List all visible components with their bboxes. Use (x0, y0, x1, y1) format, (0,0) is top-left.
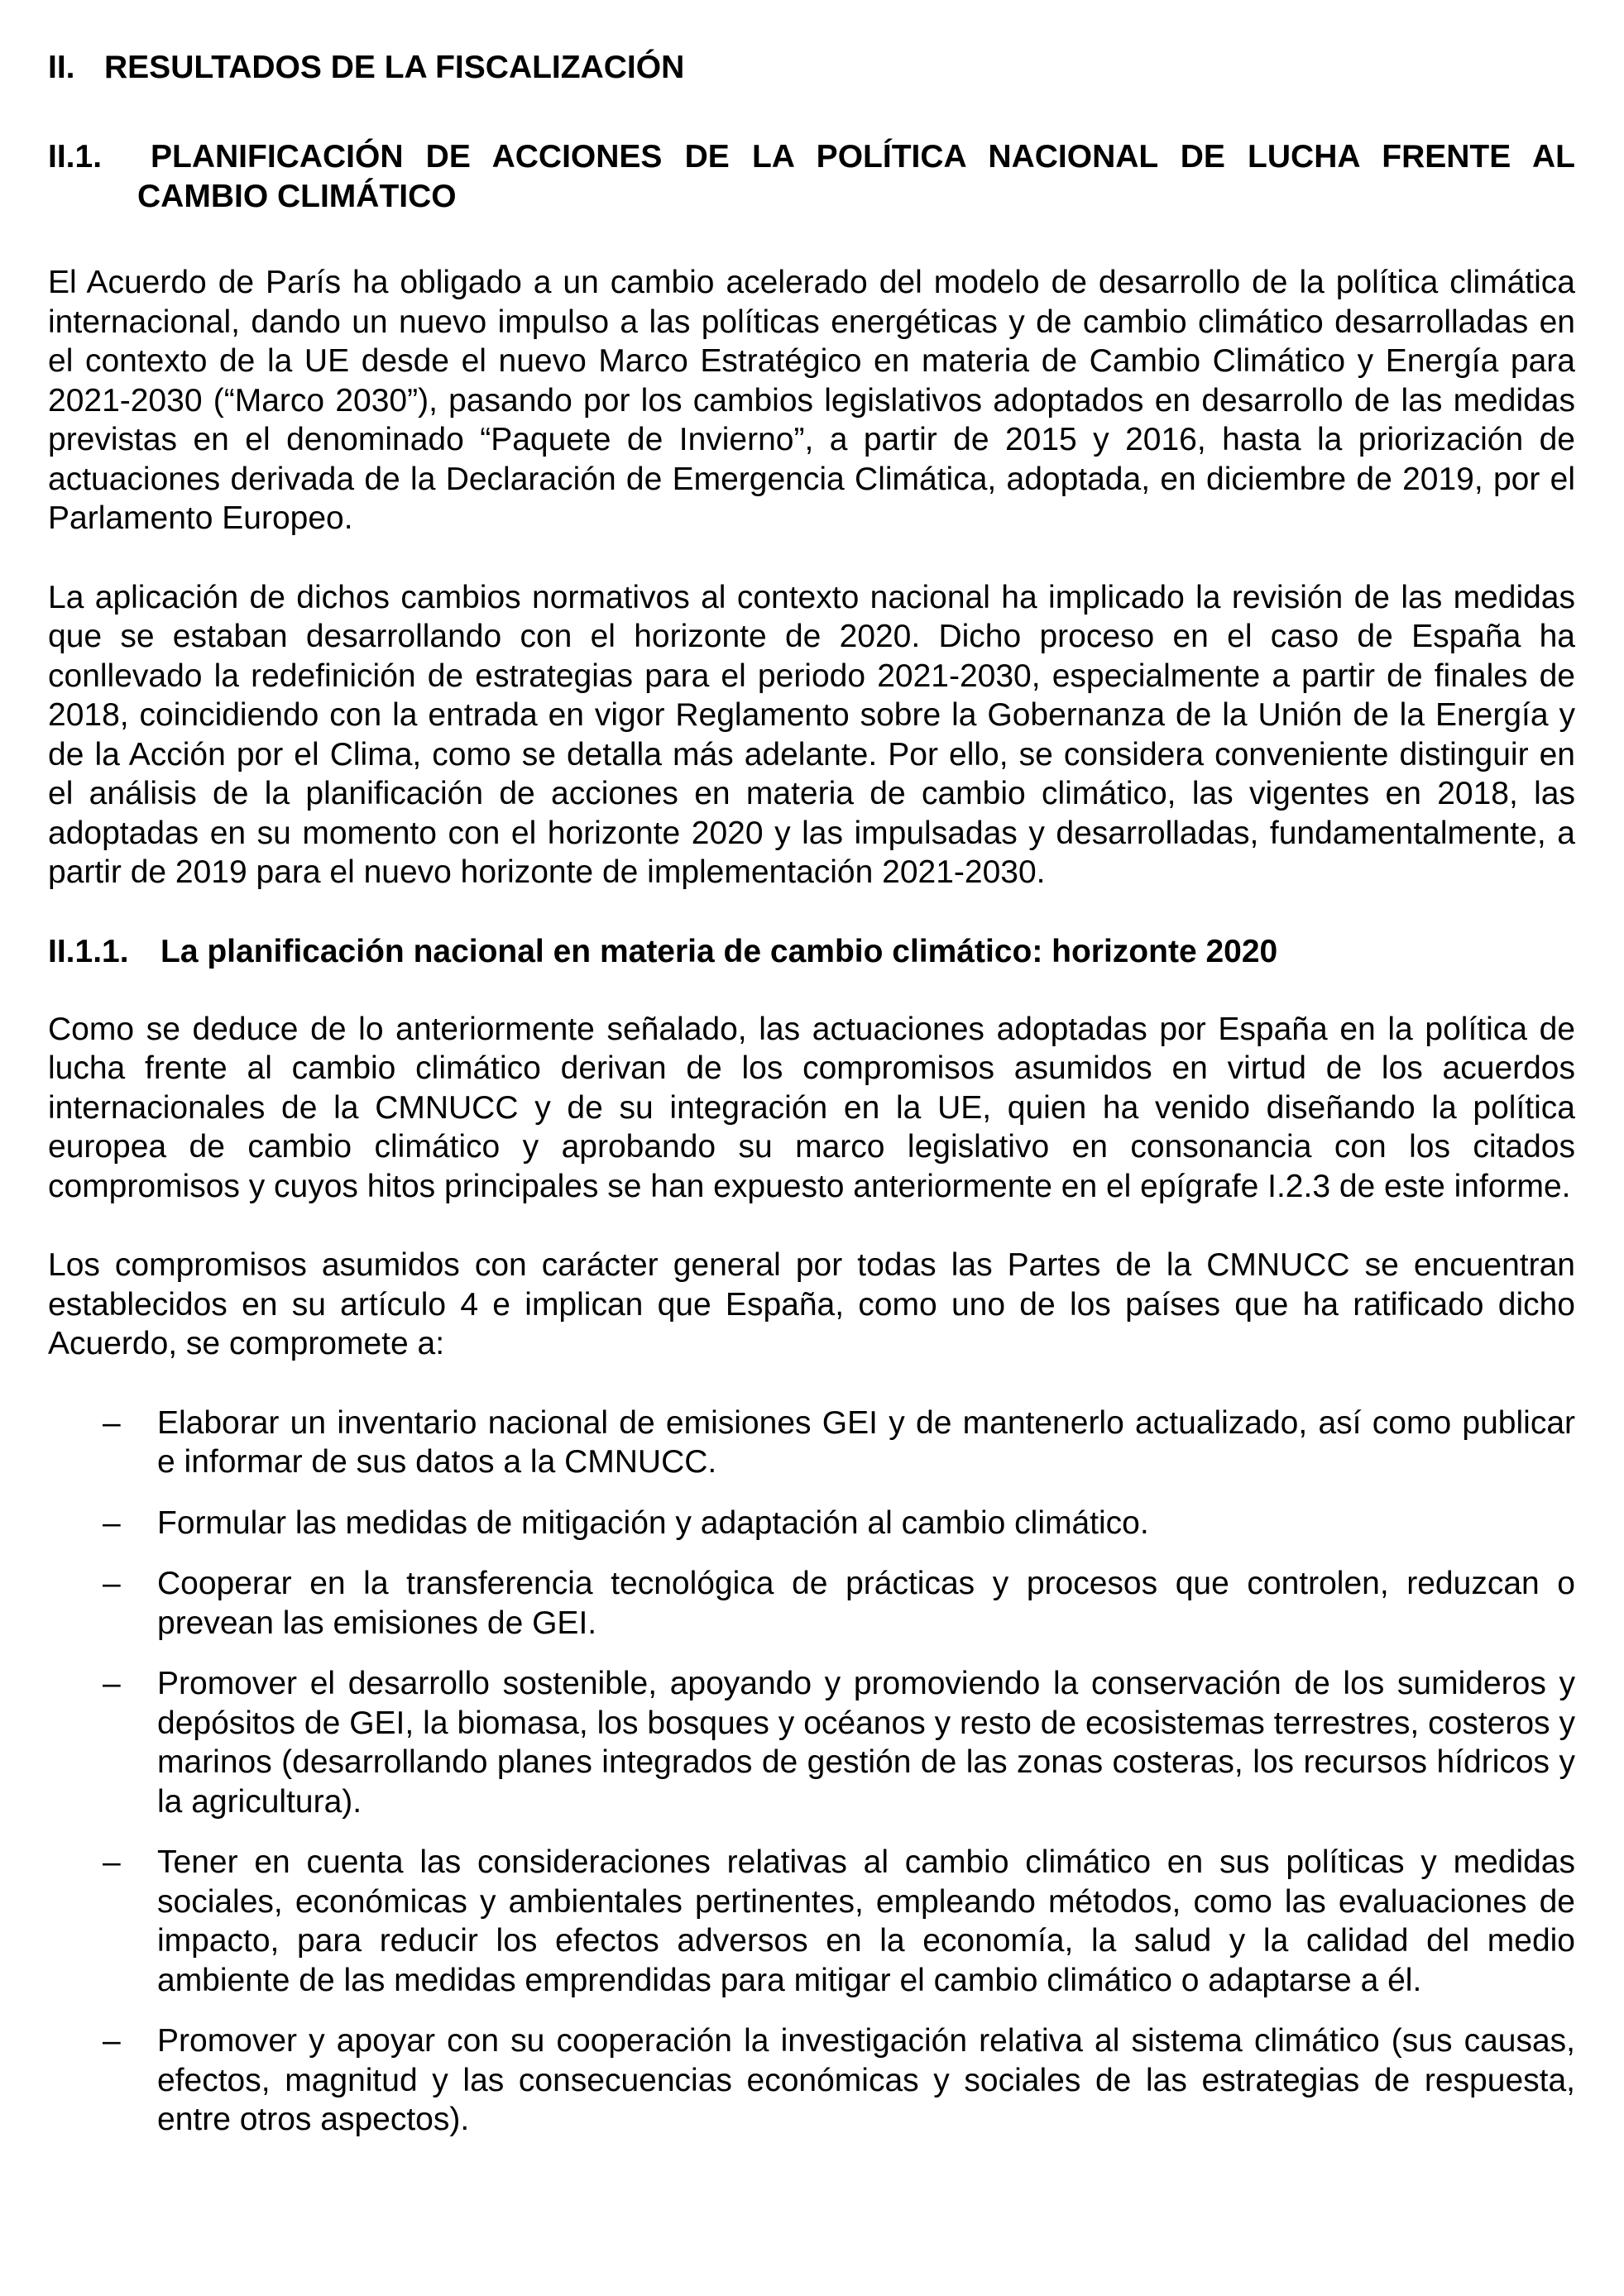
heading-subsection-title: La planificación nacional en materia de cambio climático: horizonte 2020 (160, 933, 1278, 969)
list-item-text: Promover el desarrollo sostenible, apoyando y promoviendo la conservación de los sumideros y depósitos de GEI, la biomasa, los bosques y océanos y resto de ecosistemas terrestres, costeros y marinos (desarrollando planes integrados de gestión de las zonas costeras, los recursos hídricos y la agricultura). (157, 1666, 1575, 1820)
paragraph-intro-2: La aplicación de dichos cambios normativos al contexto nacional ha implicado la revisión de las medidas que se estaban desarrollando con el horizonte de 2020. Dicho proceso en el caso de España ha conllevado la redefinición de estrategias para el periodo 2021-2030, especialmente a partir de finales de 2018, coincidiendo con la entrada en vigor Reglamento sobre la Gobernanza de la Unión de la Energía y de la Acción por el Clima, como se detalla más adelante. Por ello, se considera conveniente distinguir en el análisis de la planificación de acciones en materia de cambio climático, las vigentes en 2018, las adoptadas en su momento con el horizonte 2020 y las impulsadas y desarrolladas, fundamentalmente, a partir de 2019 para el nuevo horizonte de implementación 2021-2030. (48, 579, 1575, 890)
list-item-text: Formular las medidas de mitigación y adaptación al cambio climático. (157, 1504, 1149, 1541)
bullet-dash: – (103, 1504, 121, 1541)
heading-subsection-number: II.1.1. (48, 933, 129, 969)
list-item (48, 1843, 1575, 2000)
list-item (48, 2021, 1575, 2140)
paragraph-sub-2: Los compromisos asumidos con carácter general por todas las Partes de la CMNUCC se encuentran establecidos en su artículo 4 e implican que España, como uno de los países que ha ratificado dicho Acuerdo, se compromete a: (48, 1247, 1575, 1361)
heading-section-number: II.1. (48, 139, 103, 175)
bullet-dash: – (103, 1566, 121, 1601)
bullet-dash: – (103, 1404, 121, 1441)
list-item (48, 1504, 1575, 1543)
list-item (48, 1664, 1575, 1821)
bullet-dash: – (103, 1666, 121, 1701)
heading-section (48, 137, 1575, 217)
list-item-text: Elaborar un inventario nacional de emisiones GEI y de mantenerlo actualizado, así como publicar e informar de sus datos a la CMNUCC. (157, 1404, 1575, 1480)
document-page (48, 48, 1575, 2161)
heading-subsection (48, 932, 1575, 972)
heading-main-number: II. (48, 50, 75, 85)
heading-main (48, 48, 1575, 88)
list-item-text: Promover y apoyar con su cooperación la investigación relativa al sistema climático (sus causas, efectos, magnitud y las consecuencias económicas y sociales de las estrategias de respuesta, entre otros aspectos). (157, 2023, 1575, 2137)
paragraph-sub-1: Como se deduce de lo anteriormente señalado, las actuaciones adoptadas por España en la política de lucha frente al cambio climático derivan de los compromisos asumidos en virtud de los acuerdos internacionales de la CMNUCC y de su integración en la UE, quien ha venido diseñando la política europea de cambio climático y aprobando su marco legislativo en consonancia con los citados compromisos y cuyos hitos principales se han expuesto anteriormente en el epígrafe I.2.3 de este informe. (48, 1011, 1575, 1204)
list-item (48, 1404, 1575, 1482)
list-item-text: Cooperar en la transferencia tecnológica de prácticas y procesos que controlen, reduzcan o prevean las emisiones de GEI. (157, 1566, 1575, 1641)
list-item (48, 1564, 1575, 1643)
bullet-dash: – (103, 2023, 121, 2059)
list-item-text: Tener en cuenta las consideraciones relativas al cambio climático en sus políticas y medidas sociales, económicas y ambientales pertinentes, empleando métodos, como las evaluaciones de impacto, para reducir los efectos adversos en la economía, la salud y la calidad del medio ambiente de las medidas emprendidas para mitigar el cambio climático o adaptarse a él. (157, 1844, 1575, 1998)
heading-section-title: PLANIFICACIÓN DE ACCIONES DE LA POLÍTICA NACIONAL DE LUCHA FRENTE AL CAMBIO CLIMÁTICO (137, 139, 1575, 214)
commitments-list (48, 1404, 1575, 2140)
heading-main-title: RESULTADOS DE LA FISCALIZACIÓN (104, 50, 685, 85)
bullet-dash: – (103, 1844, 121, 1880)
paragraph-intro-1: El Acuerdo de París ha obligado a un cambio acelerado del modelo de desarrollo de la política climática internacional, dando un nuevo impulso a las políticas energéticas y de cambio climático desarrolladas en el contexto de la UE desde el nuevo Marco Estratégico en materia de Cambio Climático y Energía para 2021-2030 (“Marco 2030”), pasando por los cambios legislativos adoptados en desarrollo de las medidas previstas en el denominado “Paquete de Invierno”, a partir de 2015 y 2016, hasta la priorización de actuaciones derivada de la Declaración de Emergencia Climática, adoptada, en diciembre de 2019, por el Parlamento Europeo. (48, 265, 1575, 536)
